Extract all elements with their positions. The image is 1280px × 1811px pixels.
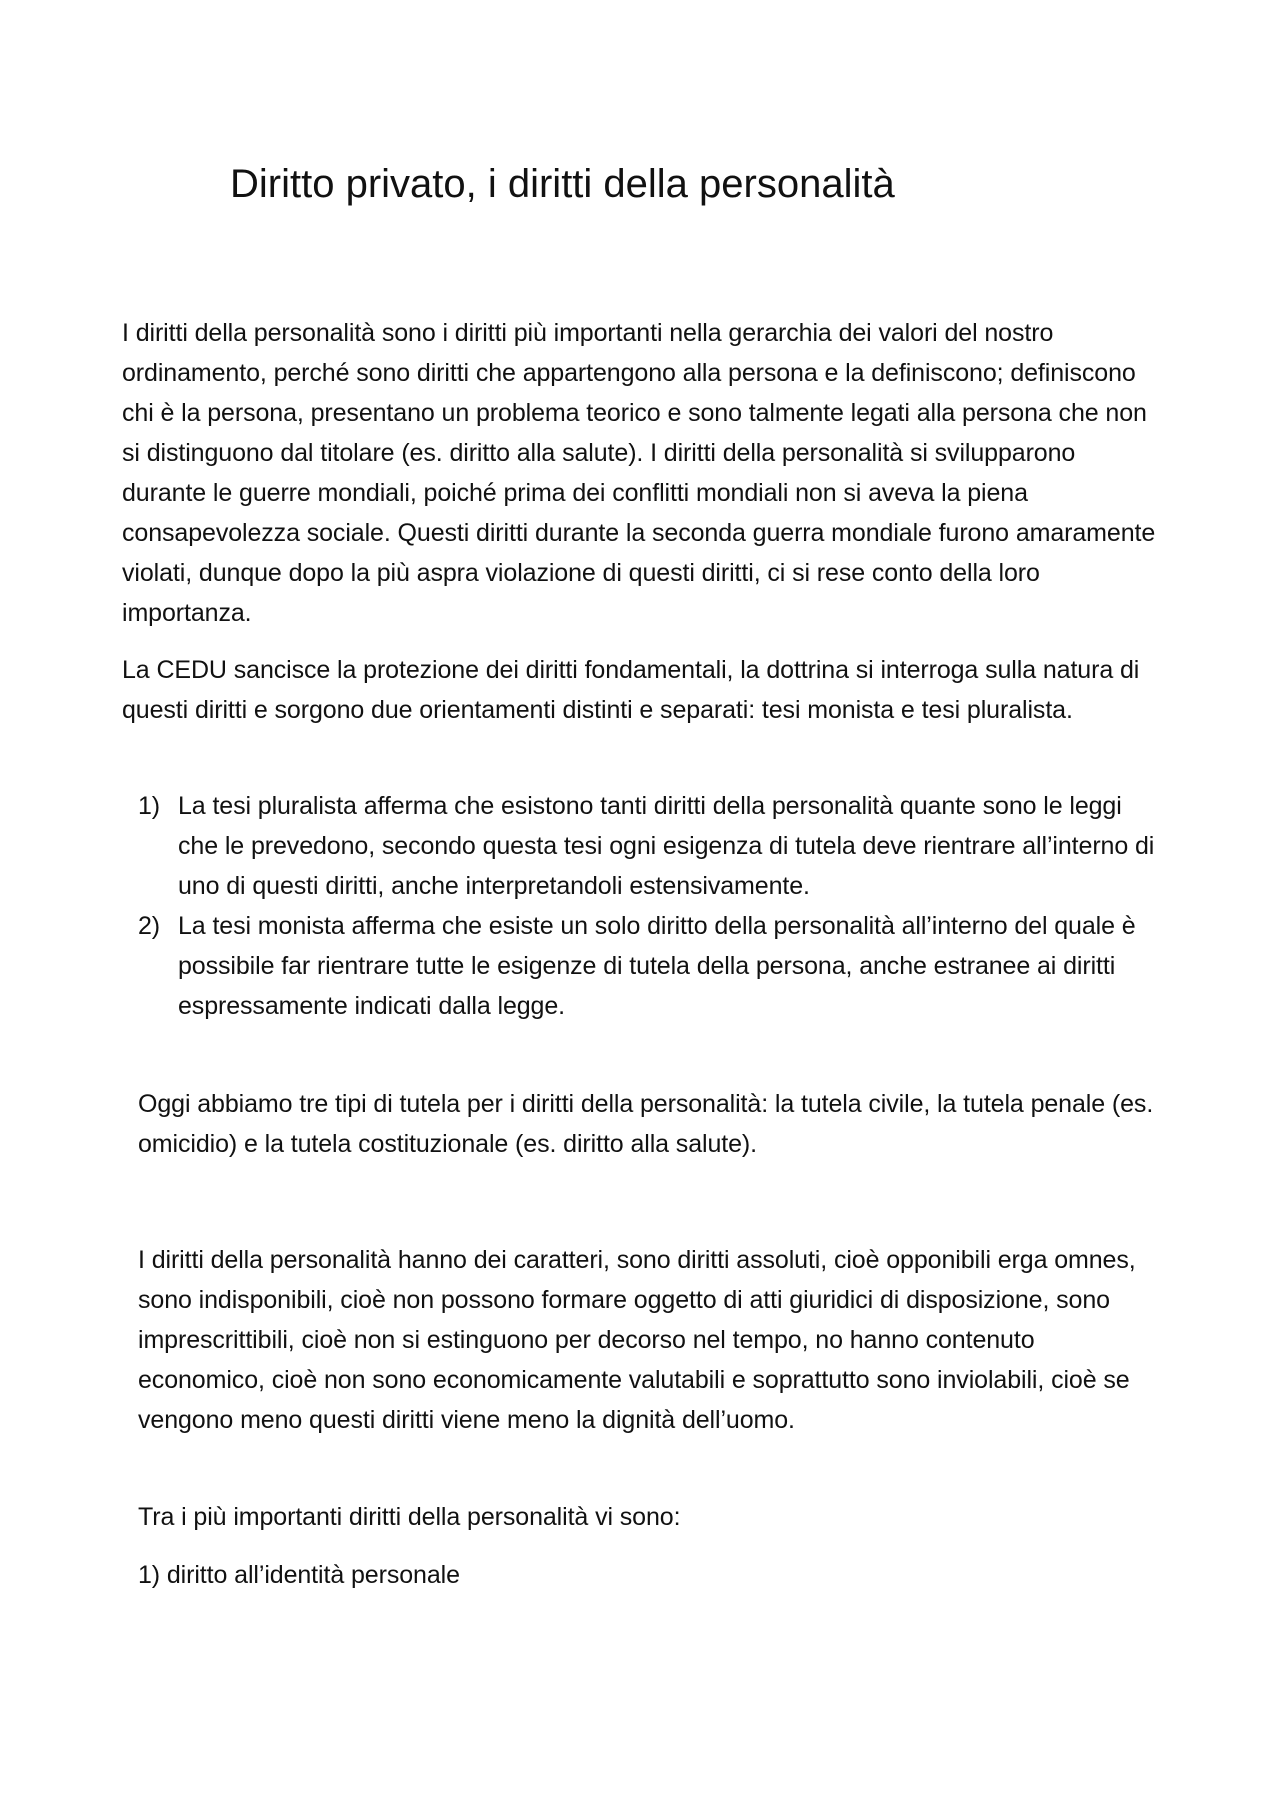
list-item-text: La tesi monista afferma che esiste un solo diritto della personalità all’interno del quale è possibile far rientrare tutte le esigenze di tutela della persona, anche estranee ai diritti espressamente indicati dalla legge. — [178, 912, 1136, 1020]
cedu-paragraph: La CEDU sancisce la protezione dei diritti fondamentali, la dottrina si interroga sulla natura di questi diritti e sorgono due orientamenti distinti e separati: tesi monista e tesi pluralista. — [122, 656, 1140, 724]
list-item-text: La tesi pluralista afferma che esistono tanti diritti della personalità quante sono le leggi che le prevedono, secondo questa tesi ogni esigenza di tutela deve rientrare all’interno di uno di questi diritti, anche interpretandoli estensivamente. — [178, 792, 1155, 900]
caratteri-paragraph: I diritti della personalità hanno dei caratteri, sono diritti assoluti, cioè opponibili erga omnes, sono indisponibili, cioè non possono formare oggetto di atti giuridici di disposizione, sono imprescrittibili, cioè non si estinguono per decorso nel tempo, no hanno contenuto economico, cioè non sono economicamente valutabili e soprattutto sono inviolabili, cioè se vengono meno questi diritti viene meno la dignità dell’uomo. — [138, 1246, 1136, 1434]
list-item-number: 1) — [138, 792, 161, 820]
list-item — [138, 786, 1162, 906]
list-item-number: 2) — [138, 912, 161, 940]
tutela-paragraph: Oggi abbiamo tre tipi di tutela per i diritti della personalità: la tutela civile, la tutela penale (es. omicidio) e la tutela costituzionale (es. diritto alla salute). — [138, 1090, 1154, 1158]
tesi-list — [138, 786, 1162, 1026]
page-title: Diritto privato, i diritti della personalità — [230, 162, 895, 206]
elenco-first-item: 1) diritto all’identità personale — [138, 1561, 460, 1589]
intro-paragraph: I diritti della personalità sono i diritti più importanti nella gerarchia dei valori del nostro ordinamento, perché sono diritti che appartengono alla persona e la definiscono; definiscono chi è la persona, presentano un problema teorico e sono talmente legati alla persona che non si distinguono dal titolare (es. diritto alla salute). I diritti della personalità si svilupparono durante le guerre mondiali, poiché prima dei conflitti mondiali non si aveva la piena consapevolezza sociale. Questi diritti durante la seconda guerra mondiale furono amaramente violati, dunque dopo la più aspra violazione di questi diritti, ci si rese conto della loro importanza. — [122, 319, 1156, 627]
elenco-intro-paragraph: Tra i più importanti diritti della personalità vi sono: — [138, 1503, 681, 1531]
list-item — [138, 906, 1162, 1026]
